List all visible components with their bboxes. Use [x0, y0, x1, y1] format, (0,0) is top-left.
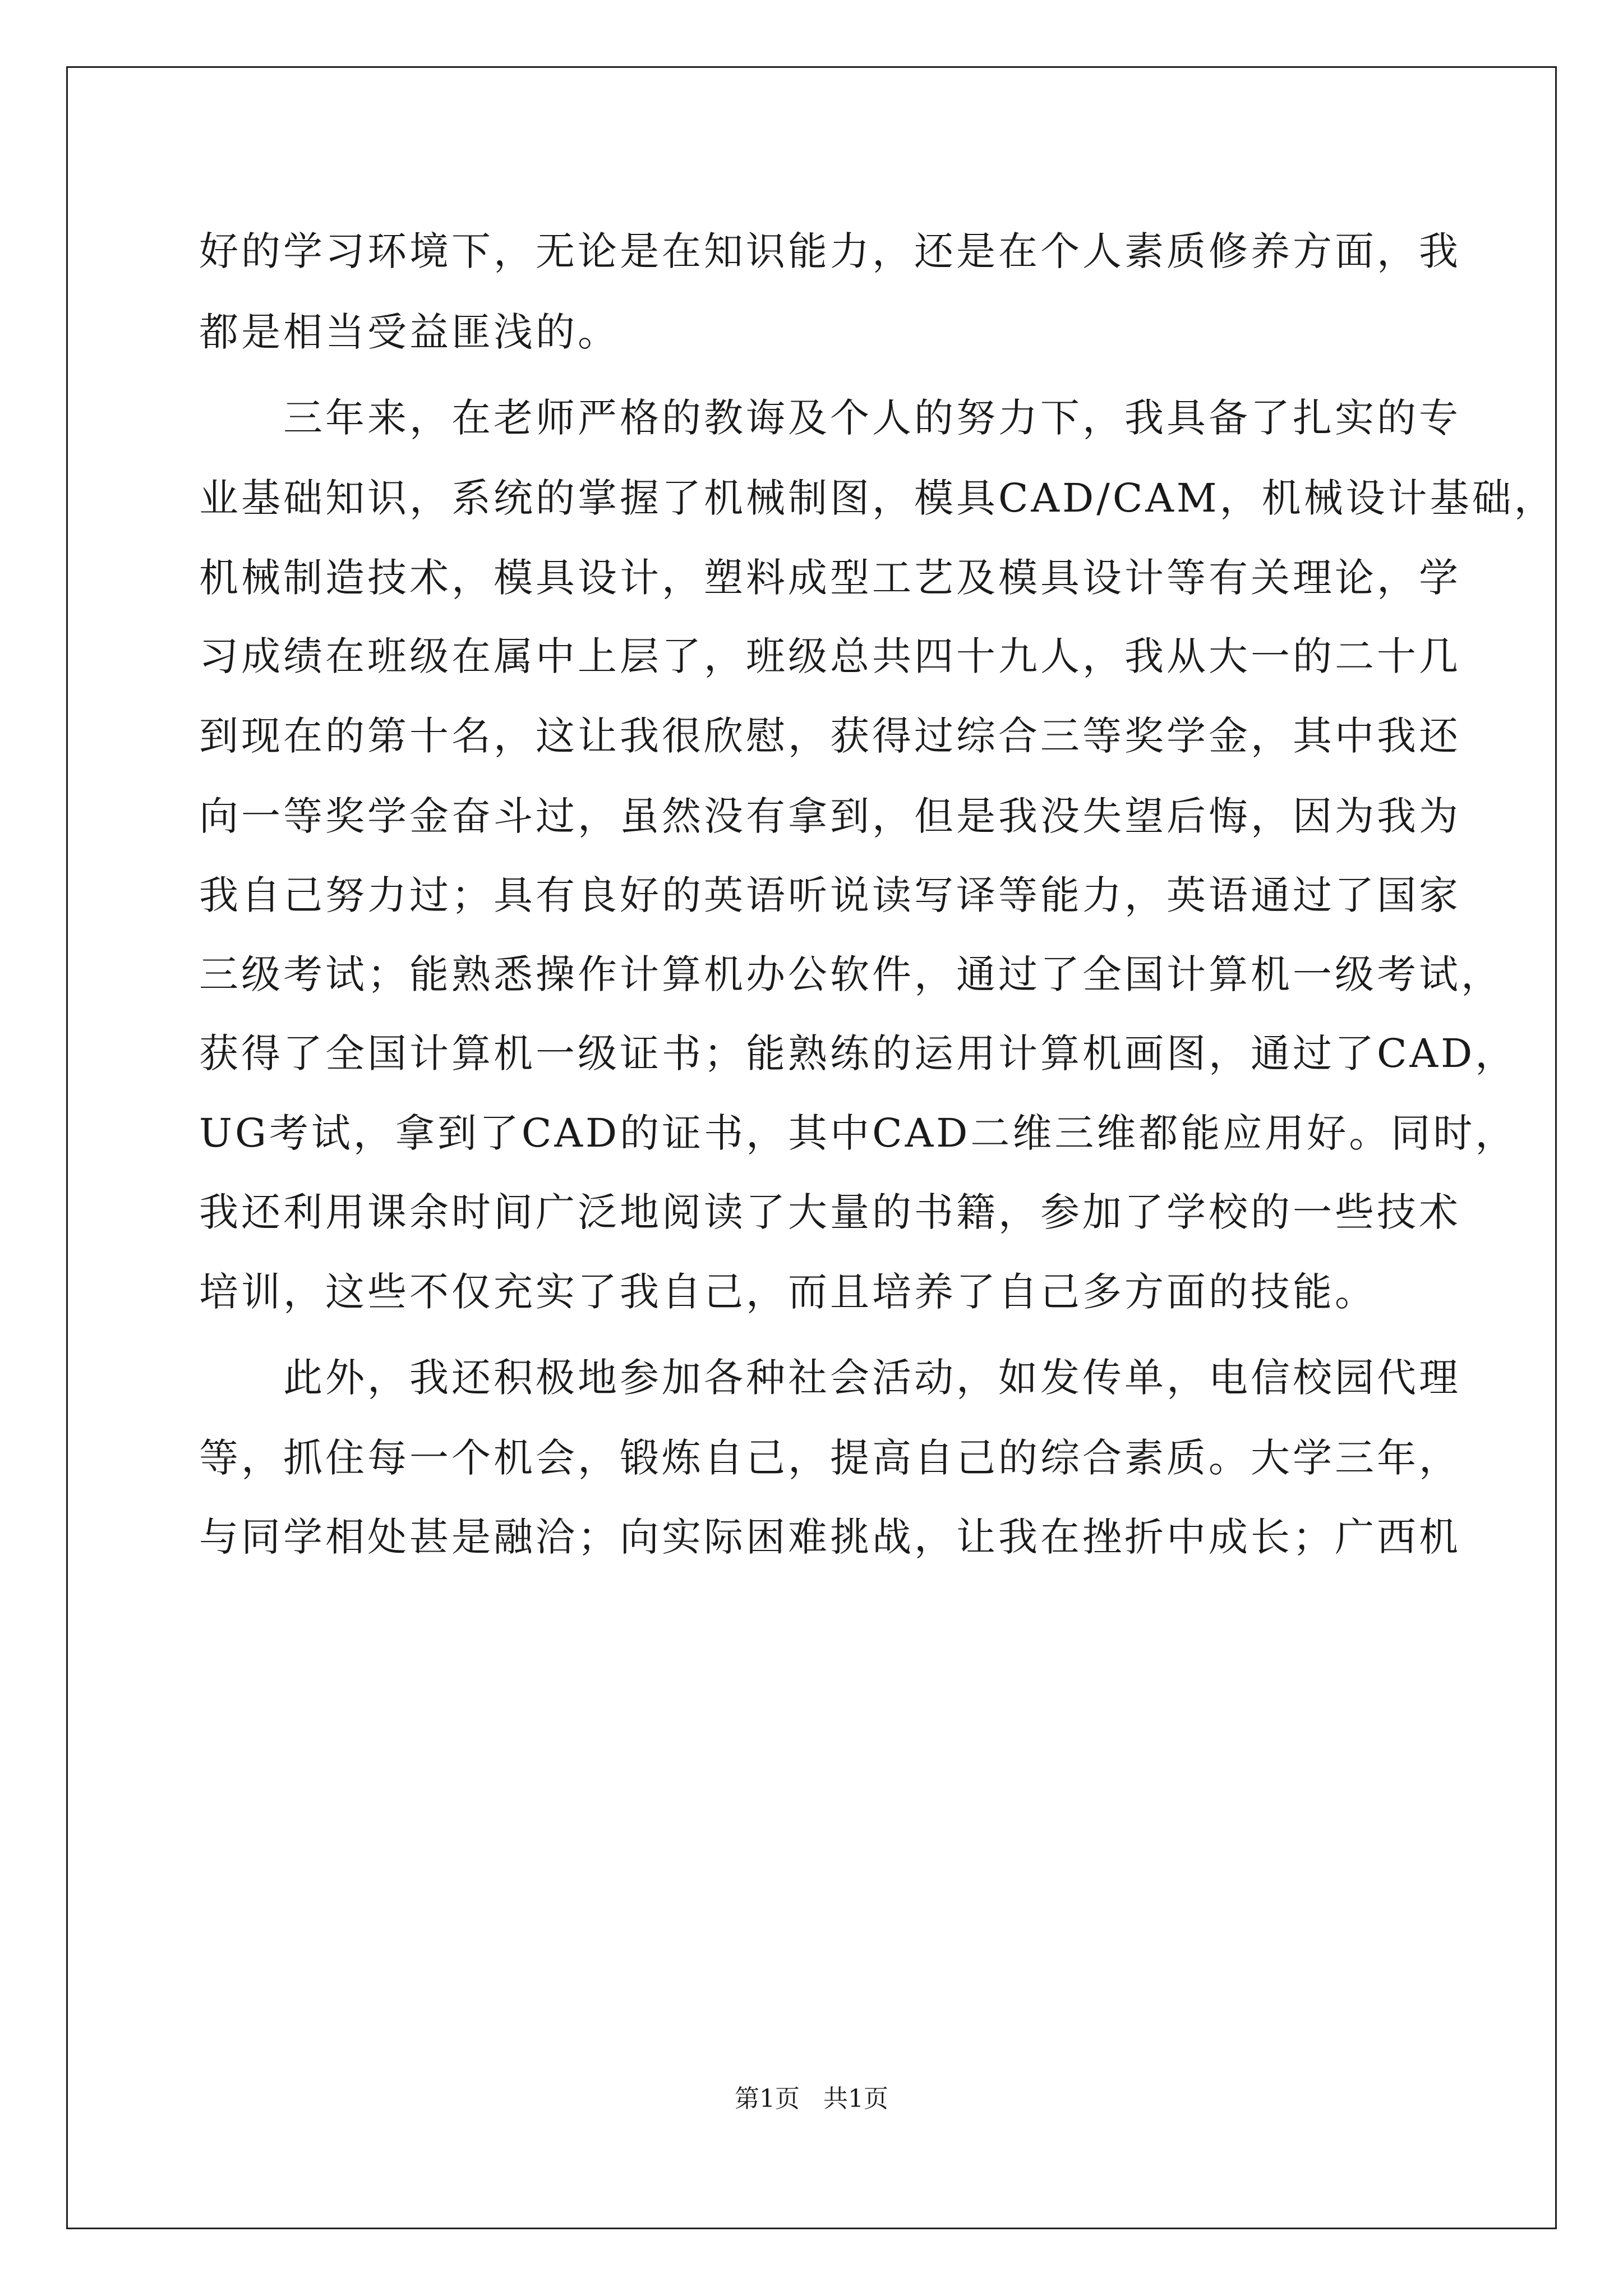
- text-line: 此外，我还积极地参加各种社会活动，如发传单，电信校园代理: [199, 1355, 1461, 1401]
- text-line: 向一等奖学金奋斗过，虽然没有拿到，但是我没失望后悔，因为我为: [199, 793, 1461, 839]
- text-line: 好的学习环境下，无论是在知识能力，还是在个人素质修养方面，我: [199, 228, 1461, 274]
- text-line: 与同学相处甚是融洽；向实际困难挑战，让我在挫折中成长；广西机: [199, 1514, 1461, 1560]
- text-line: 我还利用课余时间广泛地阅读了大量的书籍，参加了学校的一些技术: [199, 1189, 1461, 1235]
- text-line: 我自己努力过；具有良好的英语听说读写译等能力，英语通过了国家: [199, 872, 1461, 918]
- text-line: 获得了全国计算机一级证书；能熟练的运用计算机画图，通过了CAD，: [199, 1030, 1518, 1076]
- text-line: 到现在的第十名，这让我很欣慰，获得过综合三等奖学金，其中我还: [199, 713, 1461, 759]
- text-line: 培训，这些不仅充实了我自己，而且培养了自己多方面的技能。: [199, 1269, 1377, 1315]
- text-line: 都是相当受益匪浅的。: [199, 309, 620, 355]
- text-line: 等，抓住每一个机会，锻炼自己，提高自己的综合素质。大学三年，: [199, 1435, 1461, 1481]
- text-line: 三年来，在老师严格的教诲及个人的努力下，我具备了扎实的专: [199, 395, 1461, 441]
- text-line: UG考试，拿到了CAD的证书，其中CAD二维三维都能应用好。同时，: [199, 1110, 1518, 1156]
- text-line: 机械制造技术，模具设计，塑料成型工艺及模具设计等有关理论，学: [199, 555, 1461, 601]
- page-footer: 第1页 共1页: [735, 2085, 888, 2113]
- text-line: 习成绩在班级在属中上层了，班级总共四十九人，我从大一的二十几: [199, 633, 1461, 679]
- text-line: 三级考试；能熟悉操作计算机办公软件，通过了全国计算机一级考试，: [199, 951, 1503, 997]
- text-line: 业基础知识，系统的掌握了机械制图，模具CAD/CAM，机械设计基础，: [199, 475, 1556, 521]
